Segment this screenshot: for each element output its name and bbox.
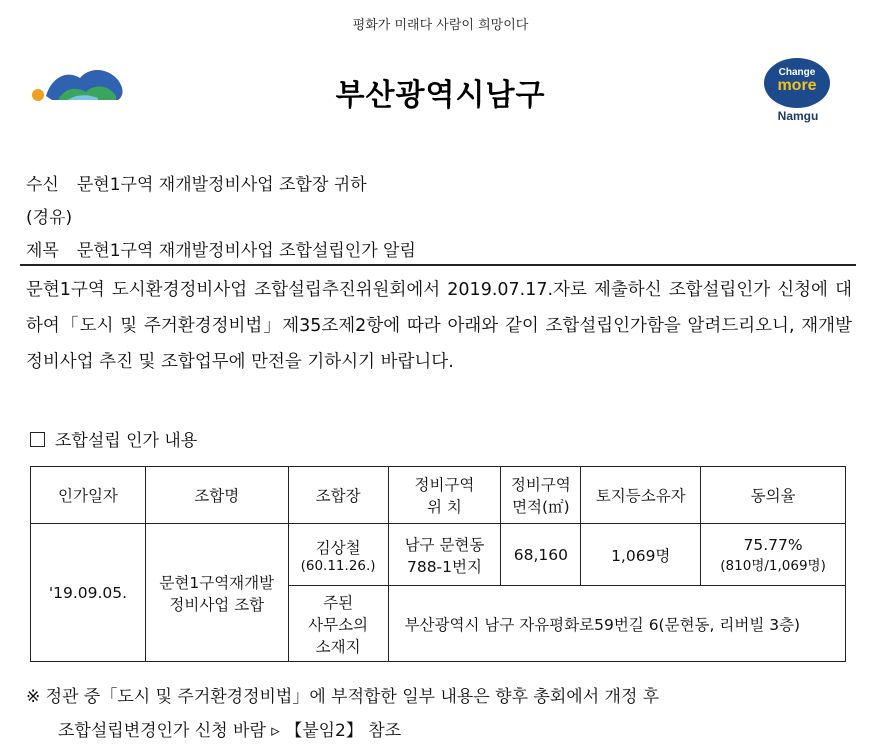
logo-text-line2: more — [777, 77, 817, 94]
cell-office-address: 부산광역시 남구 자유평화로59번길 6(문현동, 리버빌 3층) — [388, 586, 845, 662]
col-header-location-l1: 정비구역 — [414, 476, 475, 494]
square-bullet-icon — [30, 432, 45, 447]
note-line1: ※ 정관 중「도시 및 주거환경정비법」에 부적합한 일부 내용은 향후 총회에서 개정 후 — [26, 687, 660, 707]
cell-office-label — [288, 586, 388, 662]
col-header-owners: 토지등소유자 — [581, 467, 701, 524]
subject-line — [26, 236, 416, 261]
cell-owners: 1,069명 — [581, 524, 701, 586]
note-line2: 조합설립변경인가 신청 바람 ▹ 【붙임2】 참조 — [58, 721, 402, 741]
col-header-chair: 조합장 — [288, 467, 388, 524]
recipient-value: 문현1구역 재개발정비사업 조합장 귀하 — [76, 175, 367, 195]
cell-name-l1: 문현1구역재개발 — [159, 573, 275, 592]
cell-office-label-l3: 소재지 — [315, 637, 361, 656]
cell-chair-name: 김상철 — [315, 538, 361, 557]
cell-location-l1: 남구 문현동 — [404, 535, 485, 554]
cell-name — [145, 524, 288, 662]
change-more-namgu-logo — [760, 52, 840, 128]
logo-caption: Namgu — [777, 109, 819, 123]
cell-location — [388, 524, 501, 586]
recipient-line — [26, 170, 367, 195]
table-header-row — [31, 467, 846, 524]
section-heading — [30, 426, 197, 451]
cell-name-l2: 정비사업 조합 — [169, 595, 265, 614]
via-line: (경유) — [26, 208, 73, 228]
cell-date: '19.09.05. — [31, 524, 146, 662]
col-header-area-l2: 면적(㎡) — [512, 498, 570, 516]
subject-value: 문현1구역 재개발정비사업 조합설립인가 알림 — [76, 241, 416, 261]
cell-office-label-l1: 주된 — [323, 593, 354, 612]
cell-area: 68,160 — [501, 524, 581, 586]
col-header-area-l1: 정비구역 — [510, 476, 571, 494]
slogan: 평화가 미래다 사람이 희망이다 — [352, 18, 529, 33]
cell-location-l2: 788-1번지 — [406, 557, 482, 576]
col-header-date: 인가일자 — [31, 467, 146, 524]
col-header-name: 조합명 — [145, 467, 288, 524]
cell-consent-detail: (810명/1,069명) — [720, 557, 826, 574]
header-divider — [20, 264, 856, 266]
logo-badge — [764, 58, 830, 108]
issuer-title: 부산광역시남구 — [335, 78, 546, 113]
cell-chair-dob: (60.11.26.) — [300, 557, 376, 574]
section-title: 조합설립 인가 내용 — [55, 431, 198, 451]
cell-consent-rate: 75.77% — [743, 535, 803, 554]
approval-table — [30, 466, 846, 662]
col-header-consent: 동의율 — [701, 467, 846, 524]
body-paragraph: 문현1구역 도시환경정비사업 조합설립추진위원회에서 2019.07.17.자로 제출하신 조합설립인가 신청에 대하여「도시 및 주거환경정비법」제35조제2항에 따라 아래와 같이 조합설립인가함을 알려드리오니, 재개발정비사업 추진 및 조합업무에 만전을 기하시기 바랍니다. — [26, 280, 852, 372]
recipient-label: 수신 — [26, 175, 59, 195]
table-row — [31, 524, 846, 586]
cell-consent — [701, 524, 846, 586]
subject-label: 제목 — [26, 241, 59, 261]
col-header-area — [501, 467, 581, 524]
cell-chair — [288, 524, 388, 586]
logo-text-line1: Change — [778, 67, 816, 78]
cell-office-label-l2: 사무소의 — [308, 615, 369, 634]
col-header-location — [388, 467, 501, 524]
col-header-location-l2: 위 치 — [427, 498, 462, 516]
